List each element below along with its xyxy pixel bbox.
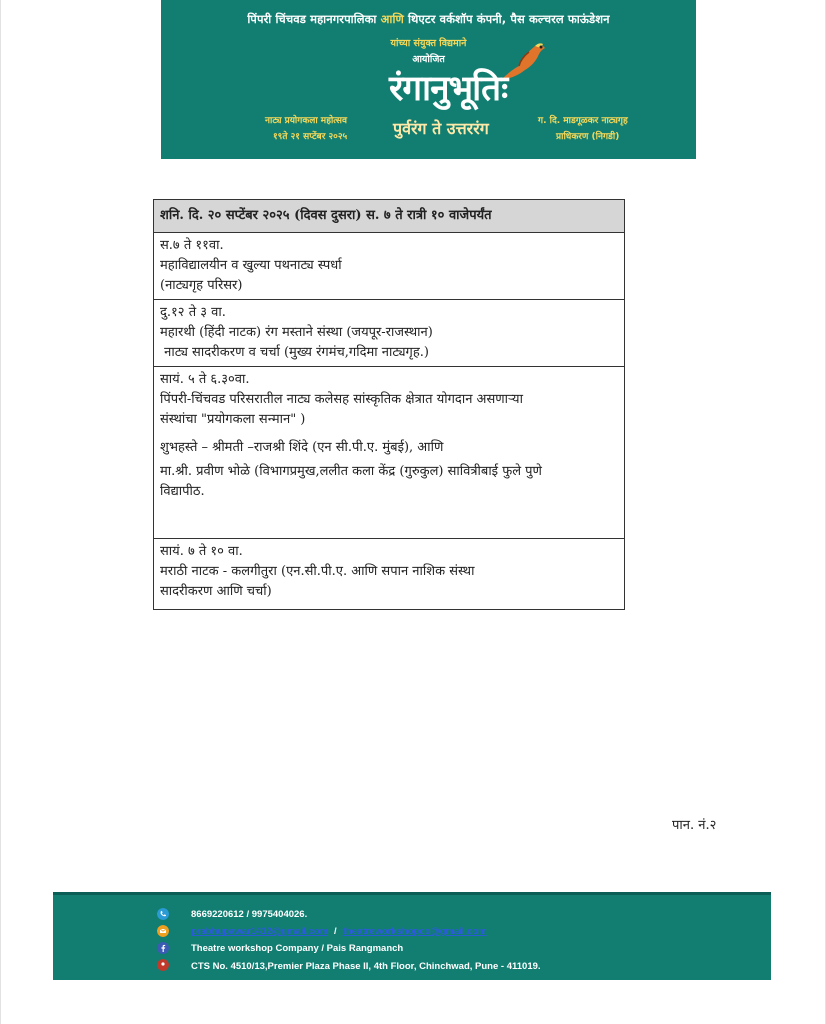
facebook-icon [157, 942, 169, 954]
slot-venue: (नाट्यगृह परिसर) [160, 278, 243, 293]
slot-time: सायं. ७ ते १० वा. [160, 544, 243, 559]
email-link-2[interactable]: theatreworkshopco@gmail.com [342, 926, 487, 937]
phone-icon [157, 908, 169, 920]
festival-subtitle: पुर्वरंग ते उत्तररंग [393, 119, 489, 138]
email-line [191, 926, 487, 937]
phone-numbers: 8669220612 / 9975404026. [191, 909, 308, 920]
slot-event: महारथी (हिंदी नाटक) रंग मस्ताने संस्था (जयपूर-राजस्थान) [160, 325, 433, 340]
organizer-2: थिएटर वर्कशॉप कंपनी, पैस कल्चरल फाऊंडेशन [407, 12, 610, 26]
schedule-header-row [154, 200, 625, 233]
schedule-cell [154, 539, 625, 610]
schedule-row [154, 233, 625, 300]
venue-location: प्राधिकरण (निगडी) [556, 132, 620, 142]
slot-guest-2: मा.श्री. प्रवीण भोळे (विभागप्रमुख,ललीत कला केंद्र (गुरुकुल) सावित्रीबाई फुले पुणे [160, 464, 542, 479]
header-banner [161, 0, 696, 159]
footer-contact-bar [53, 892, 771, 980]
email-icon [157, 925, 169, 937]
schedule-cell [154, 300, 625, 367]
slot-event-cont: संस्थांचा "प्रयोगकला सन्मान" ) [160, 412, 306, 427]
slot-time: स.७ ते ११वा. [160, 238, 224, 253]
slot-event: पिंपरी-चिंचवड परिसरातील नाट्य कलेसह सांस्कृतिक क्षेत्रात योगदान असणाऱ्या [160, 392, 523, 407]
slot-event: मराठी नाटक - कलगीतुरा (एन.सी.पी.ए. आणि सपान नाशिक संस्था [160, 564, 475, 579]
slot-guest-1: शुभहस्ते – श्रीमती –राजश्री शिंदे (एन सी.पी.ए. मुंबई), आणि [160, 440, 444, 455]
facebook-page: Theatre workshop Company / Pais Rangmanch [191, 943, 404, 954]
schedule-row [154, 539, 625, 610]
schedule-row [154, 300, 625, 367]
schedule-table [153, 199, 625, 610]
slot-venue: नाट्य सादरीकरण व चर्चा (मुख्य रंगमंच,गदिमा नाट्यगृह.) [160, 345, 429, 360]
organized-text: आयोजित [412, 54, 445, 65]
festival-dates: १९ते २१ सप्टेंबर २०२५ [273, 132, 348, 142]
organizer-1: पिंपरी चिंचवड महानगरपालिका [247, 12, 377, 26]
festival-title: रंगानुभूतिः [389, 68, 508, 109]
and-word: आणि [380, 12, 404, 26]
location-icon [157, 959, 169, 971]
schedule-cell [154, 367, 625, 539]
joint-text: यांच्या संयुक्त विद्यमाने [390, 38, 467, 49]
slot-time: दु.१२ ते ३ वा. [160, 305, 226, 320]
schedule-row [154, 367, 625, 539]
slot-event: महाविद्यालयीन व खुल्या पथनाट्य स्पर्धा [160, 258, 342, 273]
slot-event-cont: सादरीकरण आणि चर्चा) [160, 584, 272, 599]
venue-name: ग. दि. माडगूळकर नाट्यगृह [538, 116, 628, 126]
page-number: पान. नं.२ [672, 818, 717, 833]
slot-guest-2-cont: विद्यापीठ. [160, 484, 205, 499]
schedule-heading: शनि. दि. २० सप्टेंबर २०२५ (दिवस दुसरा) स. ७ ते रात्री १० वाजेपर्यंत [154, 200, 625, 233]
address: CTS No. 4510/13,Premier Plaza Phase II, 4th Floor, Chinchwad, Pune - 411019. [191, 961, 541, 972]
page-border-left [0, 0, 1, 1024]
email-link-1[interactable]: prabhupawar1412@gmail.com [191, 926, 329, 937]
organizers-line [161, 12, 696, 27]
slot-time: सायं. ५ ते ६.३०वा. [160, 372, 250, 387]
festival-type: नाट्य प्रयोगकला महोत्सव [265, 116, 347, 126]
schedule-cell [154, 233, 625, 300]
email-separator: / [334, 926, 337, 937]
